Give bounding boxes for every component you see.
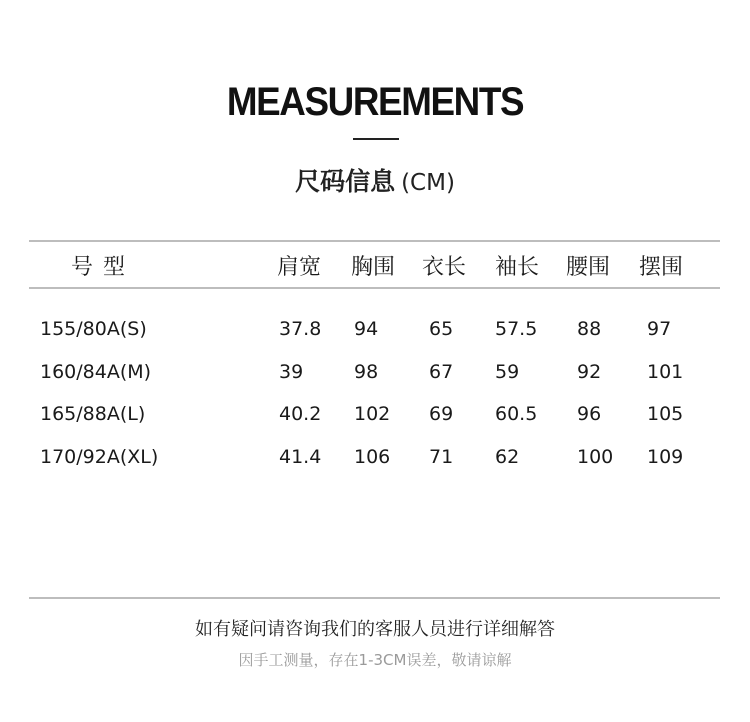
table-cell: 170/92A(XL) — [40, 446, 159, 468]
table-cell: 101 — [647, 361, 684, 383]
table-cell: 96 — [577, 403, 602, 425]
table-cell: 60.5 — [495, 403, 538, 425]
table-cell: 67 — [429, 361, 454, 383]
page-subtitle — [0, 162, 750, 198]
table-header-rule — [29, 287, 720, 289]
table-cell: 155/80A(S) — [40, 318, 147, 340]
table-cell: 88 — [577, 318, 602, 340]
table-cell: 39 — [279, 361, 304, 383]
column-header-shoulder: 肩宽 — [277, 255, 322, 280]
table-cell: 37.8 — [279, 318, 322, 340]
table-cell: 92 — [577, 361, 602, 383]
table-cell: 69 — [429, 403, 454, 425]
table-cell: 94 — [354, 318, 379, 340]
table-cell: 105 — [647, 403, 684, 425]
table-cell: 65 — [429, 318, 454, 340]
table-cell: 59 — [495, 361, 520, 383]
table-cell: 102 — [354, 403, 391, 425]
table-cell: 100 — [577, 446, 614, 468]
column-header-chest: 胸围 — [351, 255, 396, 280]
table-cell: 62 — [495, 446, 520, 468]
table-cell: 71 — [429, 446, 454, 468]
page-title: MEASUREMENTS — [226, 80, 524, 124]
subtitle-text: 尺码信息 — [295, 167, 396, 196]
table-top-rule — [29, 240, 720, 242]
table-cell: 57.5 — [495, 318, 538, 340]
title-divider — [353, 138, 399, 140]
table-cell: 97 — [647, 318, 672, 340]
table-cell: 106 — [354, 446, 391, 468]
footer-rule — [29, 597, 720, 599]
table-cell: 41.4 — [279, 446, 322, 468]
table-cell: 98 — [354, 361, 379, 383]
table-cell: 165/88A(L) — [40, 403, 146, 425]
table-cell: 160/84A(M) — [40, 361, 152, 383]
column-header-size: 号型 — [71, 255, 136, 280]
measurement-disclaimer: 因手工测量，存在1-3CM误差，敬请谅解 — [238, 651, 512, 669]
column-header-sleeve: 袖长 — [495, 255, 540, 280]
column-header-waist: 腰围 — [566, 255, 611, 280]
column-header-hem: 摆围 — [639, 255, 684, 280]
subtitle-unit: (CM) — [401, 170, 455, 196]
column-header-length: 衣长 — [422, 255, 467, 280]
table-cell: 40.2 — [279, 403, 322, 425]
table-cell: 109 — [647, 446, 684, 468]
service-note: 如有疑问请咨询我们的客服人员进行详细解答 — [195, 619, 555, 640]
